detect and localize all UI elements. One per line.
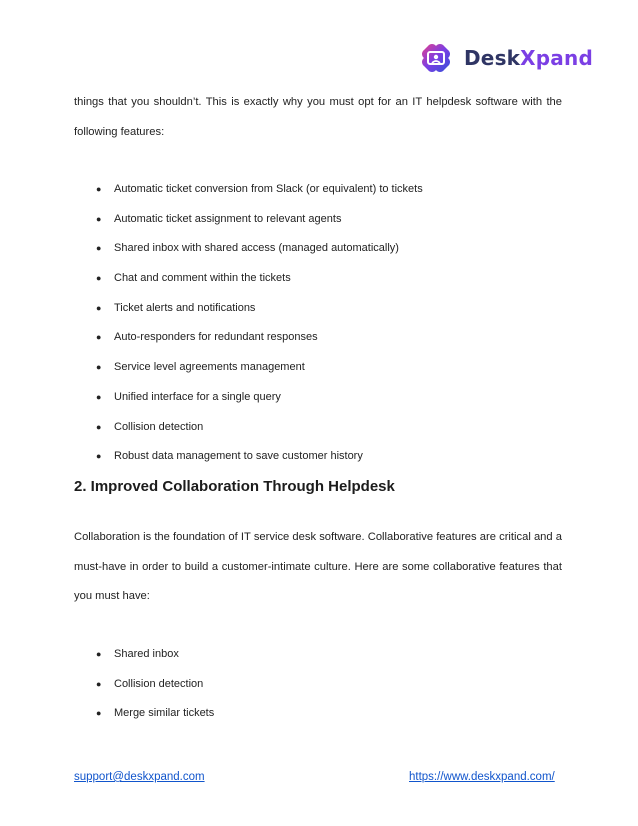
section-heading: 2. Improved Collaboration Through Helpdesk [74,478,395,495]
collaboration-features-list [96,640,214,729]
bullet-icon: ● [96,451,102,462]
logo-wordmark [464,46,593,70]
list-item-text: Shared inbox with shared access (managed automatically) [114,242,399,255]
bullet-icon: ● [96,273,102,284]
list-item-text: Service level agreements management [114,361,305,374]
list-item [96,383,423,413]
bullet-icon: ● [96,391,102,402]
bullet-icon: ● [96,302,102,313]
bullet-icon: ● [96,708,102,719]
list-item [96,205,423,235]
list-item [96,640,214,670]
list-item-text: Automatic ticket conversion from Slack (or equivalent) to tickets [114,183,423,195]
list-item-text: Shared inbox [114,648,179,660]
list-item [96,323,423,353]
bullet-icon: ● [96,243,102,254]
list-item [96,234,423,264]
list-item-text: Ticket alerts and notifications [114,301,256,314]
list-item-text: Automatic ticket assignment to relevant agents [114,212,342,225]
list-item [96,264,423,294]
list-item [96,442,423,472]
list-item [96,670,214,700]
list-item [96,353,423,383]
intro-paragraph: things that you shouldn’t. This is exactly why you must opt for an IT helpdesk software with the following features: [74,96,562,138]
list-item [96,175,423,205]
list-item [96,699,214,729]
bullet-icon: ● [96,678,102,689]
footer-email-link[interactable]: support@deskxpand.com [74,771,205,783]
logo-text-xpand: Xpand [520,46,593,70]
bullet-icon: ● [96,184,102,194]
list-item [96,294,423,324]
deskxpand-logo [414,36,593,80]
list-item-text: Collision detection [114,420,204,433]
list-item-text: Unified interface for a single query [114,390,281,403]
footer-website-link[interactable]: https://www.deskxpand.com/ [409,771,555,783]
list-item-text: Collision detection [114,677,204,690]
bullet-icon: ● [96,332,102,343]
logo-text-desk: Desk [464,46,521,70]
list-item-text: Robust data management to save customer history [114,450,363,463]
bullet-icon: ● [96,362,102,373]
list-item-text: Auto-responders for redundant responses [114,331,318,344]
list-item [96,413,423,443]
features-list [96,175,423,472]
list-item-text: Chat and comment within the tickets [114,272,291,285]
deskxpand-logo-icon [414,36,458,80]
bullet-icon: ● [96,649,102,659]
bullet-icon: ● [96,421,102,432]
section-paragraph: Collaboration is the foundation of IT service desk software. Collaborative features are critical and a must-have in order to build a customer-intimate culture. Here are some collaborative features that you must have: [74,531,562,602]
list-item-text: Merge similar tickets [114,707,215,720]
bullet-icon: ● [96,213,102,224]
